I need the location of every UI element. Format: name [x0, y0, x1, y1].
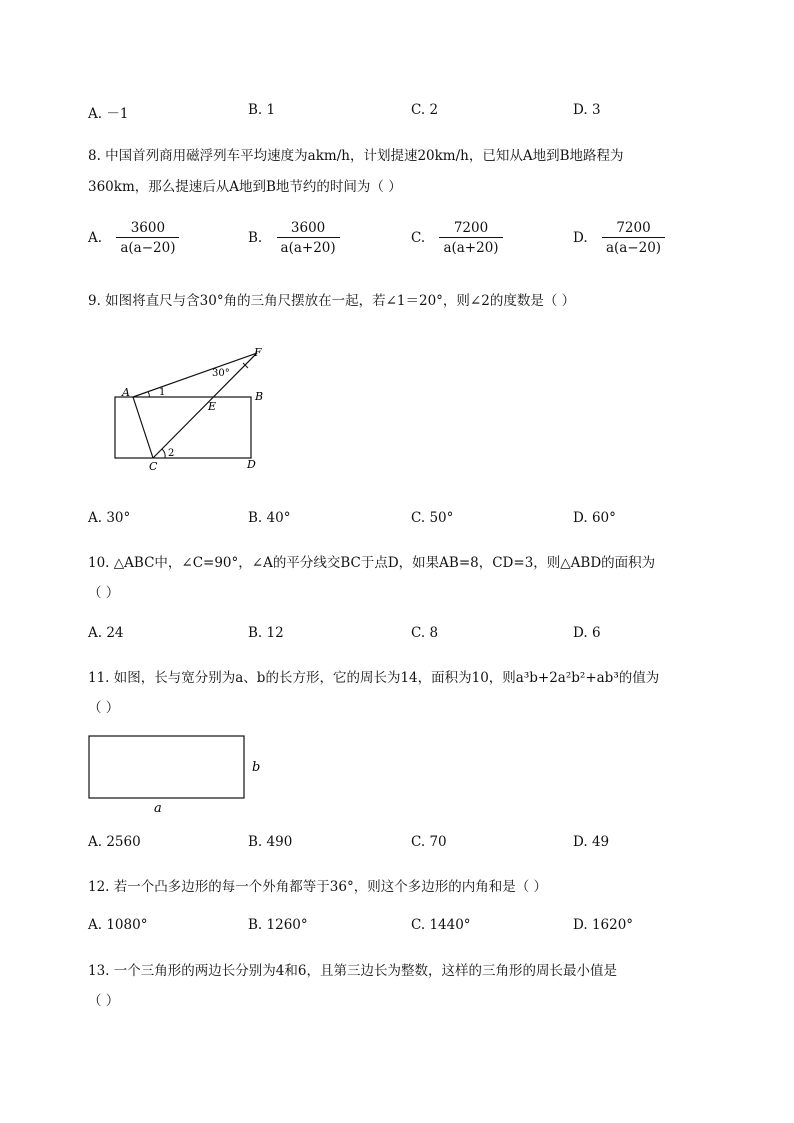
label-angle-1: 1: [159, 387, 166, 398]
q8-option-b-fraction: $\frac{3600}{a(a+20)}$: [277, 220, 340, 256]
q12-option-d[interactable]: D. 1620°: [573, 917, 634, 933]
q8-option-c-fraction: $\frac{7200}{a(a+20)}$: [439, 220, 502, 256]
label-c: C: [149, 460, 158, 473]
q8-option-a-fraction: $\frac{3600}{a(a-20)}$: [116, 220, 179, 256]
q7-option-a[interactable]: A. －1: [88, 106, 129, 122]
q7-option-c[interactable]: C. 2: [411, 102, 439, 118]
label-side-a: a: [154, 801, 162, 816]
q9-option-c[interactable]: C. 50°: [411, 510, 454, 526]
q12-option-b[interactable]: B. 1260°: [248, 917, 308, 933]
q9-figure: [100, 340, 280, 475]
q10-option-a[interactable]: A. 24: [88, 625, 124, 641]
q10-option-b[interactable]: B. 12: [248, 625, 284, 641]
q8-option-d[interactable]: D. $\frac{7200}{a(a-20)}$: [573, 220, 665, 256]
q9-stem: 9. 如图将直尺与含30°角的三角尺摆放在一起，若∠1＝20°，则∠2的度数是（ ）: [88, 293, 576, 309]
angle-2-arc: [162, 449, 165, 458]
q9-option-d[interactable]: D. 60°: [573, 510, 616, 526]
q11-option-b[interactable]: B. 490: [248, 834, 293, 850]
q8-option-c[interactable]: C. $\frac{7200}{a(a+20)}$: [411, 220, 503, 256]
q10-option-d[interactable]: D. 6: [573, 625, 601, 641]
label-f: F: [254, 346, 262, 359]
q10-stem-line1: 10. △ABC中，∠C=90°，∠A的平分线交BC于点D，如果AB=8，CD=3，则△ABD的面积为: [88, 555, 656, 571]
q11-stem-line1: 11. 如图，长与宽分别为a、b的长方形，它的周长为14，面积为10，则a³b+2a²b²+ab³的值为: [88, 670, 660, 686]
label-a: A: [122, 386, 130, 399]
q9-option-a[interactable]: A. 30°: [88, 510, 131, 526]
q13-stem-line2: （ ）: [88, 993, 120, 1009]
q8-stem-line1: 8. 中国首列商用磁浮列车平均速度为akm/h，计划提速20km/h，已知从A地到B地路程为: [88, 148, 624, 164]
q10-stem-line2: （ ）: [88, 585, 120, 601]
label-e: E: [208, 400, 217, 413]
q11-stem-line2: （ ）: [88, 700, 120, 716]
label-angle-30: 30°: [212, 368, 230, 379]
q8-stem-line2: 360km，那么提速后从A地到B地节约的时间为（ ）: [88, 179, 402, 195]
q10-option-c[interactable]: C. 8: [411, 625, 439, 641]
q12-option-a[interactable]: A. 1080°: [88, 917, 148, 933]
label-angle-2: 2: [168, 448, 175, 459]
triangle-side-ac: [133, 397, 153, 458]
triangle-side-af: [133, 353, 257, 397]
q8-option-d-fraction: $\frac{7200}{a(a-20)}$: [602, 220, 665, 256]
q8-option-a[interactable]: A. $\frac{3600}{a(a-20)}$: [88, 220, 179, 256]
q7-option-d[interactable]: D. 3: [573, 102, 601, 118]
q11-option-a[interactable]: A. 2560: [88, 834, 141, 850]
q11-figure: [85, 732, 275, 817]
q13-stem-line1: 13. 一个三角形的两边长分别为4和6，且第三边长为整数，这样的三角形的周长最小值是: [88, 963, 617, 979]
q8-option-b[interactable]: B. $\frac{3600}{a(a+20)}$: [248, 220, 340, 256]
triangle-side-cf: [153, 353, 257, 458]
q9-option-b[interactable]: B. 40°: [248, 510, 291, 526]
angle-1-arc: [148, 392, 149, 397]
q11-option-c[interactable]: C. 70: [411, 834, 447, 850]
q12-stem: 12. 若一个凸多边形的每一个外角都等于36°，则这个多边形的内角和是（ ）: [88, 879, 547, 895]
rectangle-ab: [89, 736, 244, 798]
q7-option-b[interactable]: B. 1: [248, 102, 276, 118]
q11-option-d[interactable]: D. 49: [573, 834, 610, 850]
angle-30-arc: [243, 363, 248, 368]
label-b: B: [255, 390, 264, 403]
label-side-b: b: [252, 760, 261, 775]
q12-option-c[interactable]: C. 1440°: [411, 917, 471, 933]
label-d: D: [247, 458, 256, 471]
